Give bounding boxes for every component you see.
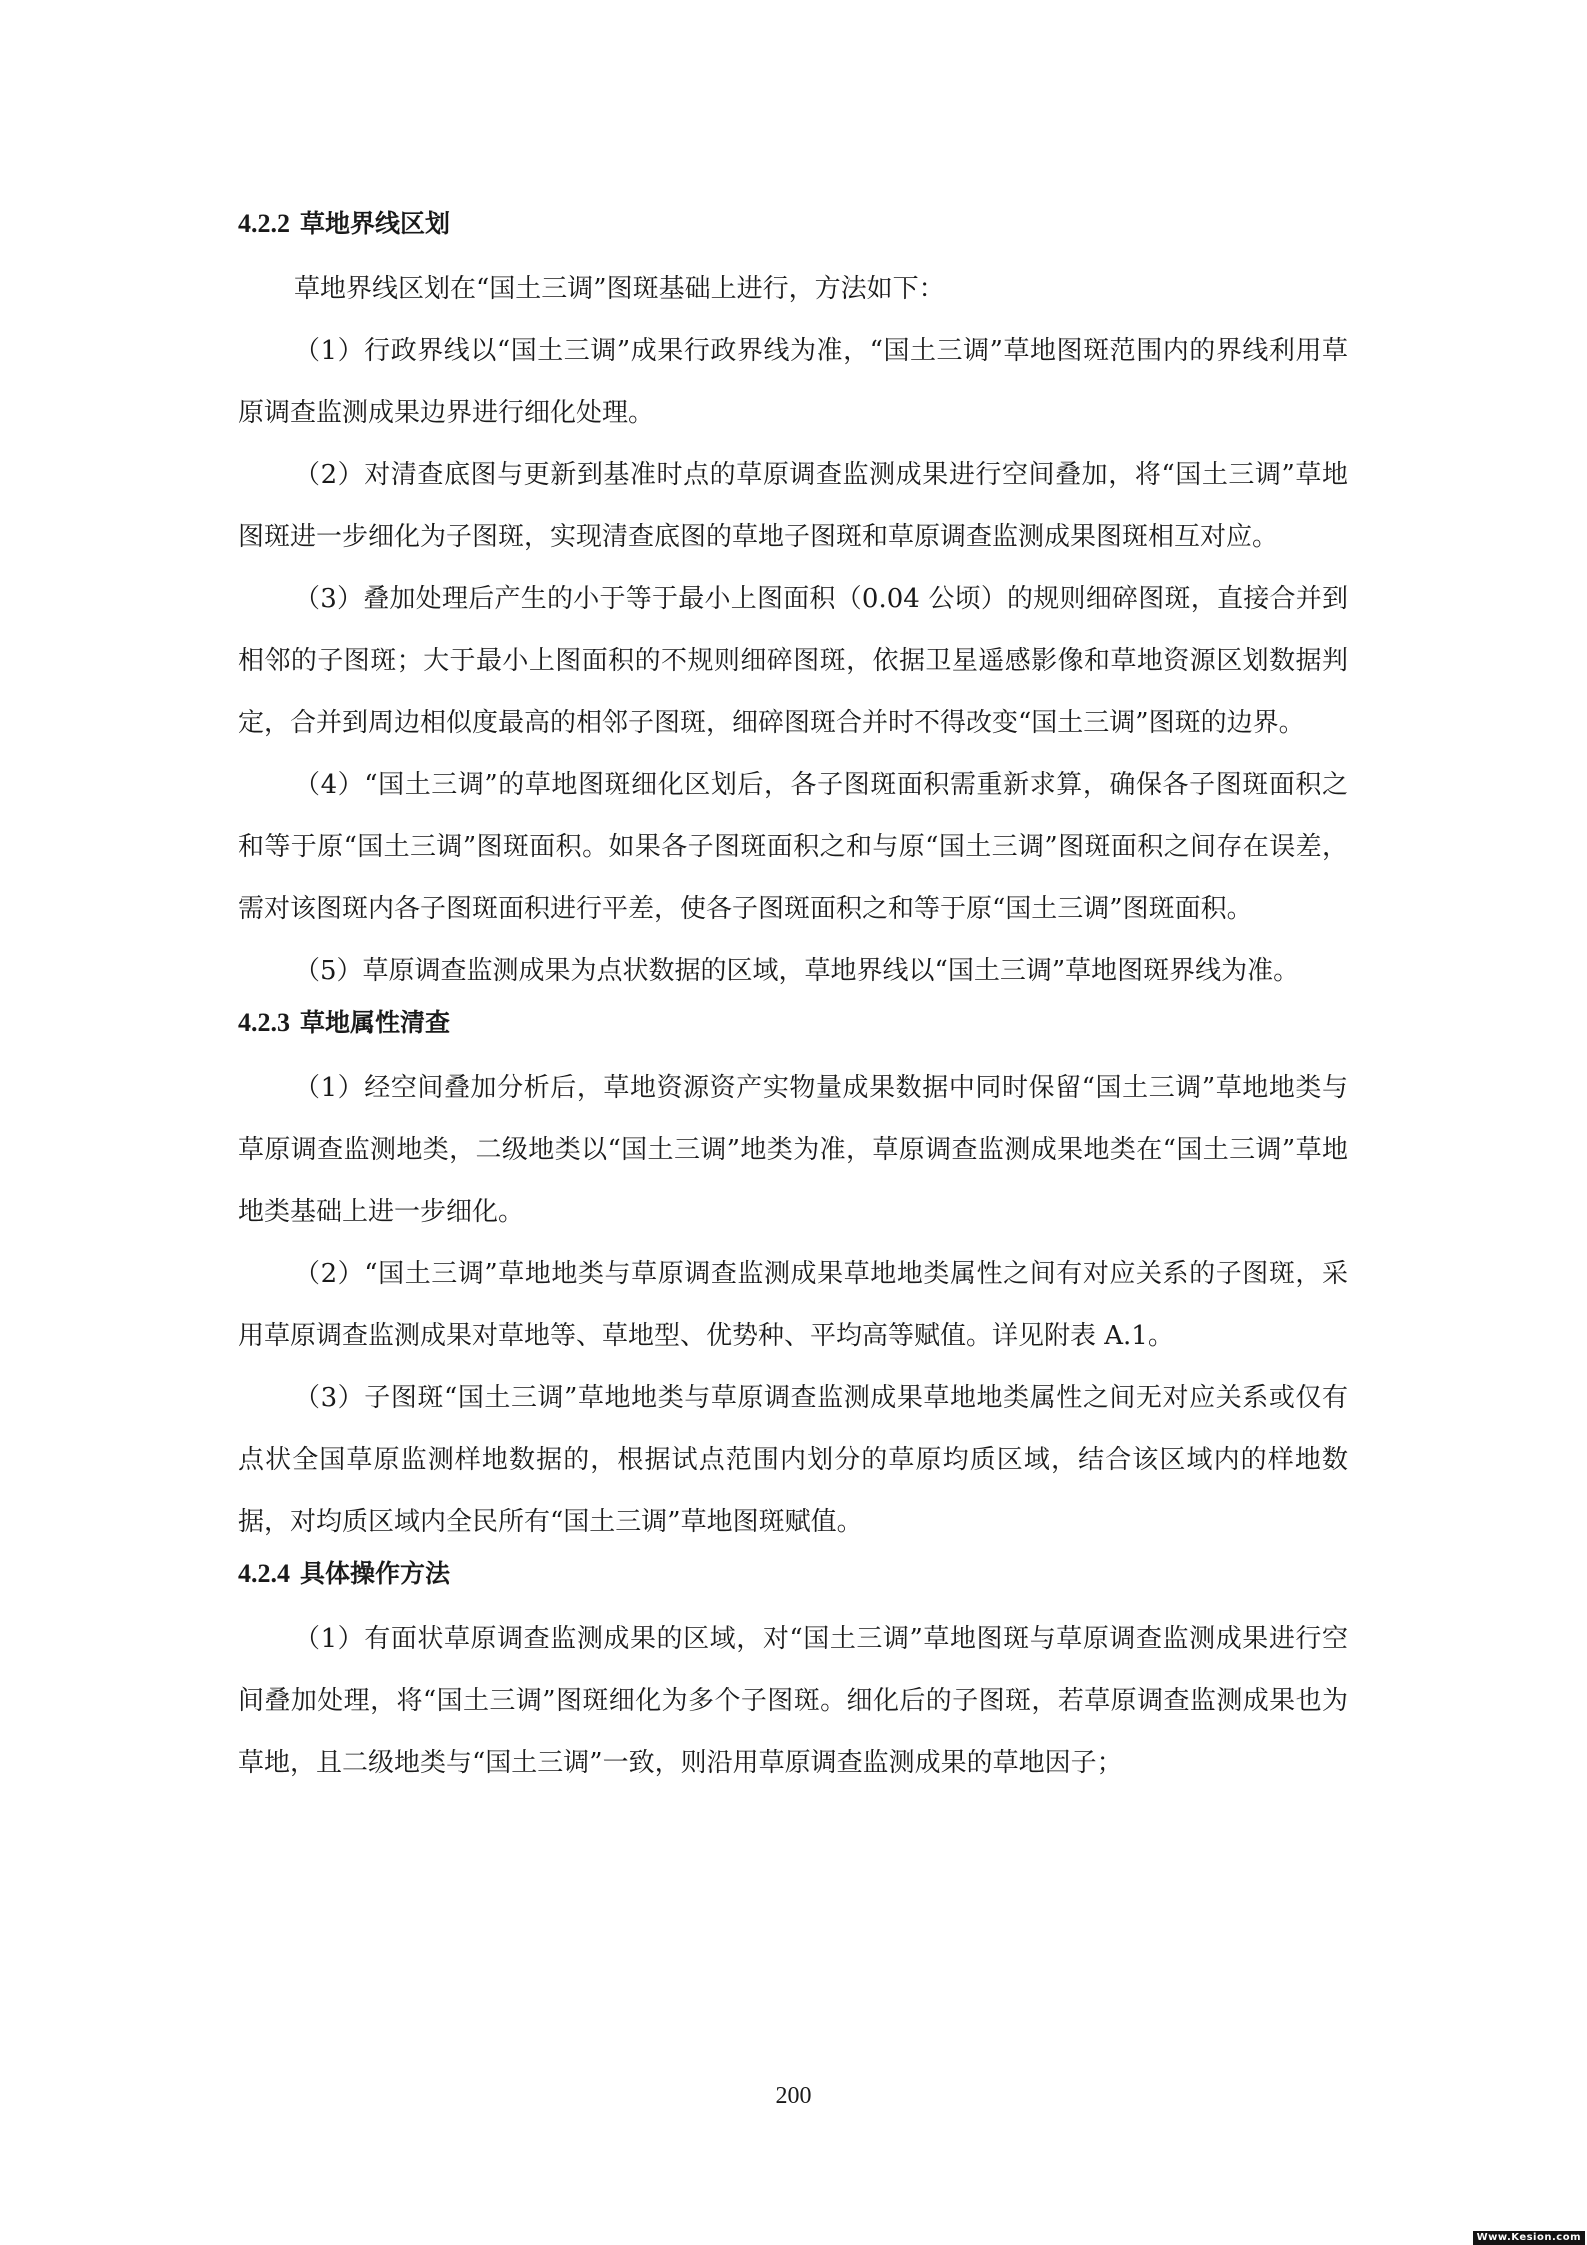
section-4-2-2 [238,203,1348,1002]
paragraph: （4）“国土三调”的草地图斑细化区划后，各子图斑面积需重新求算，确保各子图斑面积之和等于原“国土三调”图斑面积。如果各子图斑面积之和与原“国土三调”图斑面积之间存在误差，需对该图斑内各子图斑面积进行平差，使各子图斑面积之和等于原“国土三调”图斑面积。 [238,770,1348,924]
watermark: Www.Kesion.com [1473,2231,1585,2245]
paragraph: （1）行政界线以“国土三调”成果行政界线为准，“国土三调”草地图斑范围内的界线利用草原调查监测成果边界进行细化处理。 [238,336,1348,428]
section-title: 具体操作方法 [300,1559,451,1588]
paragraph: （5）草原调查监测成果为点状数据的区域，草地界线以“国土三调”草地图斑界线为准。 [294,956,1300,986]
section-heading [238,1553,1348,1594]
section-title: 草地属性清查 [300,1008,451,1037]
section-heading [238,1002,1348,1043]
paragraph: （2）“国土三调”草地地类与草原调查监测成果草地地类属性之间有对应关系的子图斑，采用草原调查监测成果对草地等、草地型、优势种、平均高等赋值。详见附表 A.1。 [238,1259,1348,1351]
paragraph: （1）经空间叠加分析后，草地资源资产实物量成果数据中同时保留“国土三调”草地地类与草原调查监测地类，二级地类以“国土三调”地类为准，草原调查监测成果地类在“国土三调”草地地类基础上进一步细化。 [238,1073,1348,1227]
paragraph: （2）对清查底图与更新到基准时点的草原调查监测成果进行空间叠加，将“国土三调”草地图斑进一步细化为子图斑，实现清查底图的草地子图斑和草原调查监测成果图斑相互对应。 [238,460,1348,552]
paragraph: （1）有面状草原调查监测成果的区域，对“国土三调”草地图斑与草原调查监测成果进行空间叠加处理，将“国土三调”图斑细化为多个子图斑。细化后的子图斑，若草原调查监测成果也为草地，且二级地类与“国土三调”一致，则沿用草原调查监测成果的草地因子； [238,1624,1348,1778]
section-number: 4.2.3 [238,1008,290,1037]
section-4-2-3 [238,1002,1348,1553]
paragraph: 草地界线区划在“国土三调”图斑基础上进行，方法如下： [294,274,945,304]
page-number: 200 [775,2083,812,2109]
section-number: 4.2.4 [238,1559,290,1588]
paragraph: （3）子图斑“国土三调”草地地类与草原调查监测成果草地地类属性之间无对应关系或仅有点状全国草原监测样地数据的，根据试点范围内划分的草原均质区域，结合该区域内的样地数据，对均质区域内全民所有“国土三调”草地图斑赋值。 [238,1383,1348,1537]
paragraph: （3）叠加处理后产生的小于等于最小上图面积（0.04 公顷）的规则细碎图斑，直接合并到相邻的子图斑；大于最小上图面积的不规则细碎图斑，依据卫星遥感影像和草地资源区划数据判定，合并到周边相似度最高的相邻子图斑，细碎图斑合并时不得改变“国土三调”图斑的边界。 [238,584,1348,738]
section-heading [238,203,1348,244]
document-body [238,203,1348,1794]
section-4-2-4 [238,1553,1348,1794]
section-title: 草地界线区划 [300,209,451,238]
section-number: 4.2.2 [238,209,290,238]
